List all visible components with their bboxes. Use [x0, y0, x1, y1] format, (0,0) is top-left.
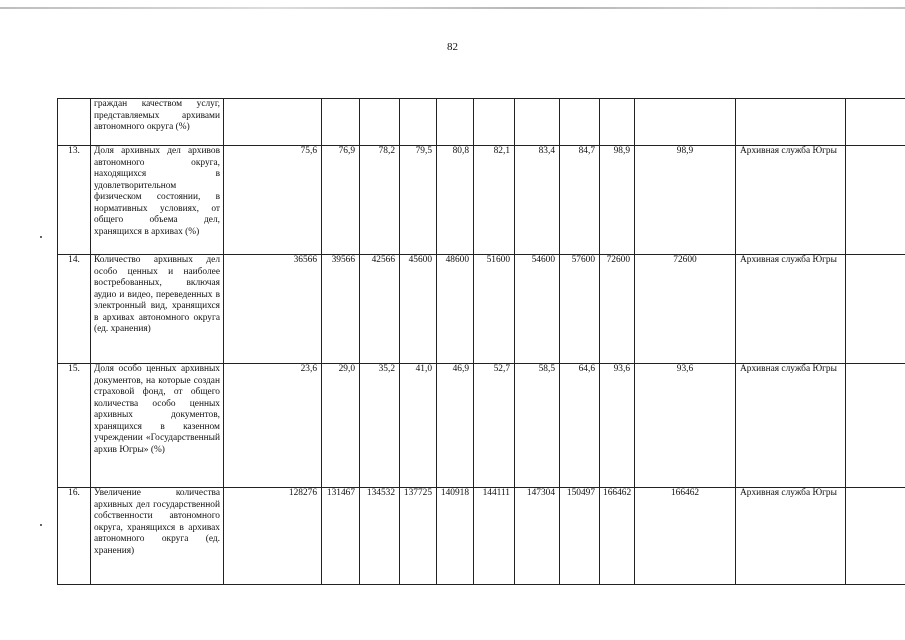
- value-cell: 51600: [474, 255, 515, 364]
- value-cell: 131467: [322, 488, 360, 585]
- final-value-cell: 93,6: [635, 364, 736, 488]
- value-cell: 23,6: [224, 364, 322, 488]
- executor-cell: Архивная служба Югры: [736, 364, 846, 488]
- table-row: [58, 146, 905, 255]
- executor-cell: Архивная служба Югры: [736, 146, 846, 255]
- executor-cell: Архивная служба Югры: [736, 255, 846, 364]
- value-cell: 45600: [400, 255, 437, 364]
- value-cell: 82,1: [474, 146, 515, 255]
- value-cell: 140918: [437, 488, 474, 585]
- value-cell: 57600: [560, 255, 600, 364]
- final-value-cell: 166462: [635, 488, 736, 585]
- scan-speck: [40, 524, 42, 526]
- value-cell: 48600: [437, 255, 474, 364]
- indicator-description: Доля особо ценных архивных документов, на которые создан страховой фонд, от общего количества особо ценных архивных документов, хранящихся в казенном учреждении «Государственный архив Югры» (%): [91, 364, 224, 488]
- value-cell: 128276: [224, 488, 322, 585]
- table-row: [58, 255, 905, 364]
- value-cell: 35,2: [360, 364, 400, 488]
- value-cell: 134532: [360, 488, 400, 585]
- value-cell: 46,9: [437, 364, 474, 488]
- table-row: [58, 488, 905, 585]
- final-value-cell: 98,9: [635, 146, 736, 255]
- executor-cell: Архивная служба Югры: [736, 488, 846, 585]
- row-number: 13.: [58, 146, 91, 255]
- value-cell: 41,0: [400, 364, 437, 488]
- indicator-description: Увеличение количества архивных дел государственной собственности автономного округа, хранящихся в архивах автономного округа (ед. хранения): [91, 488, 224, 585]
- value-cell: 78,2: [360, 146, 400, 255]
- scan-speck: [40, 236, 42, 238]
- scan-edge-line: [0, 7, 905, 9]
- value-cell: 54600: [515, 255, 560, 364]
- value-cell: 72600: [600, 255, 635, 364]
- value-cell: 147304: [515, 488, 560, 585]
- value-cell: 42566: [360, 255, 400, 364]
- value-cell: 52,7: [474, 364, 515, 488]
- value-cell: 166462: [600, 488, 635, 585]
- page-number: 82: [447, 41, 458, 53]
- value-cell: 39566: [322, 255, 360, 364]
- value-cell: 75,6: [224, 146, 322, 255]
- row-number: 15.: [58, 364, 91, 488]
- value-cell: 80,8: [437, 146, 474, 255]
- indicator-description: Доля архивных дел архивов автономного округа, находящихся в удовлетворительном физическом состоянии, в нормативных условиях, от общего объема дел, хранящихся в архивах (%): [91, 146, 224, 255]
- value-cell: 36566: [224, 255, 322, 364]
- value-cell: 64,6: [560, 364, 600, 488]
- indicator-description: граждан качеством услуг, представляемых архивами автономного округа (%): [91, 99, 224, 146]
- value-cell: 79,5: [400, 146, 437, 255]
- value-cell: 29,0: [322, 364, 360, 488]
- value-cell: 83,4: [515, 146, 560, 255]
- indicator-description: Количество архивных дел особо ценных и наиболее востребованных, включая аудио и видео, переведенных в электронный вид, хранящихся в архивах автономного округа (ед. хранения): [91, 255, 224, 364]
- final-value-cell: 72600: [635, 255, 736, 364]
- table-row: [58, 364, 905, 488]
- table-row-continuation: [58, 99, 905, 146]
- value-cell: 98,9: [600, 146, 635, 255]
- value-cell: 93,6: [600, 364, 635, 488]
- row-number-cell: [58, 99, 91, 146]
- value-cell: 84,7: [560, 146, 600, 255]
- value-cell: 144111: [474, 488, 515, 585]
- value-cell: 150497: [560, 488, 600, 585]
- row-number: 14.: [58, 255, 91, 364]
- value-cell: 58,5: [515, 364, 560, 488]
- value-cell: 76,9: [322, 146, 360, 255]
- indicators-table: [57, 98, 905, 585]
- value-cell: 137725: [400, 488, 437, 585]
- row-number: 16.: [58, 488, 91, 585]
